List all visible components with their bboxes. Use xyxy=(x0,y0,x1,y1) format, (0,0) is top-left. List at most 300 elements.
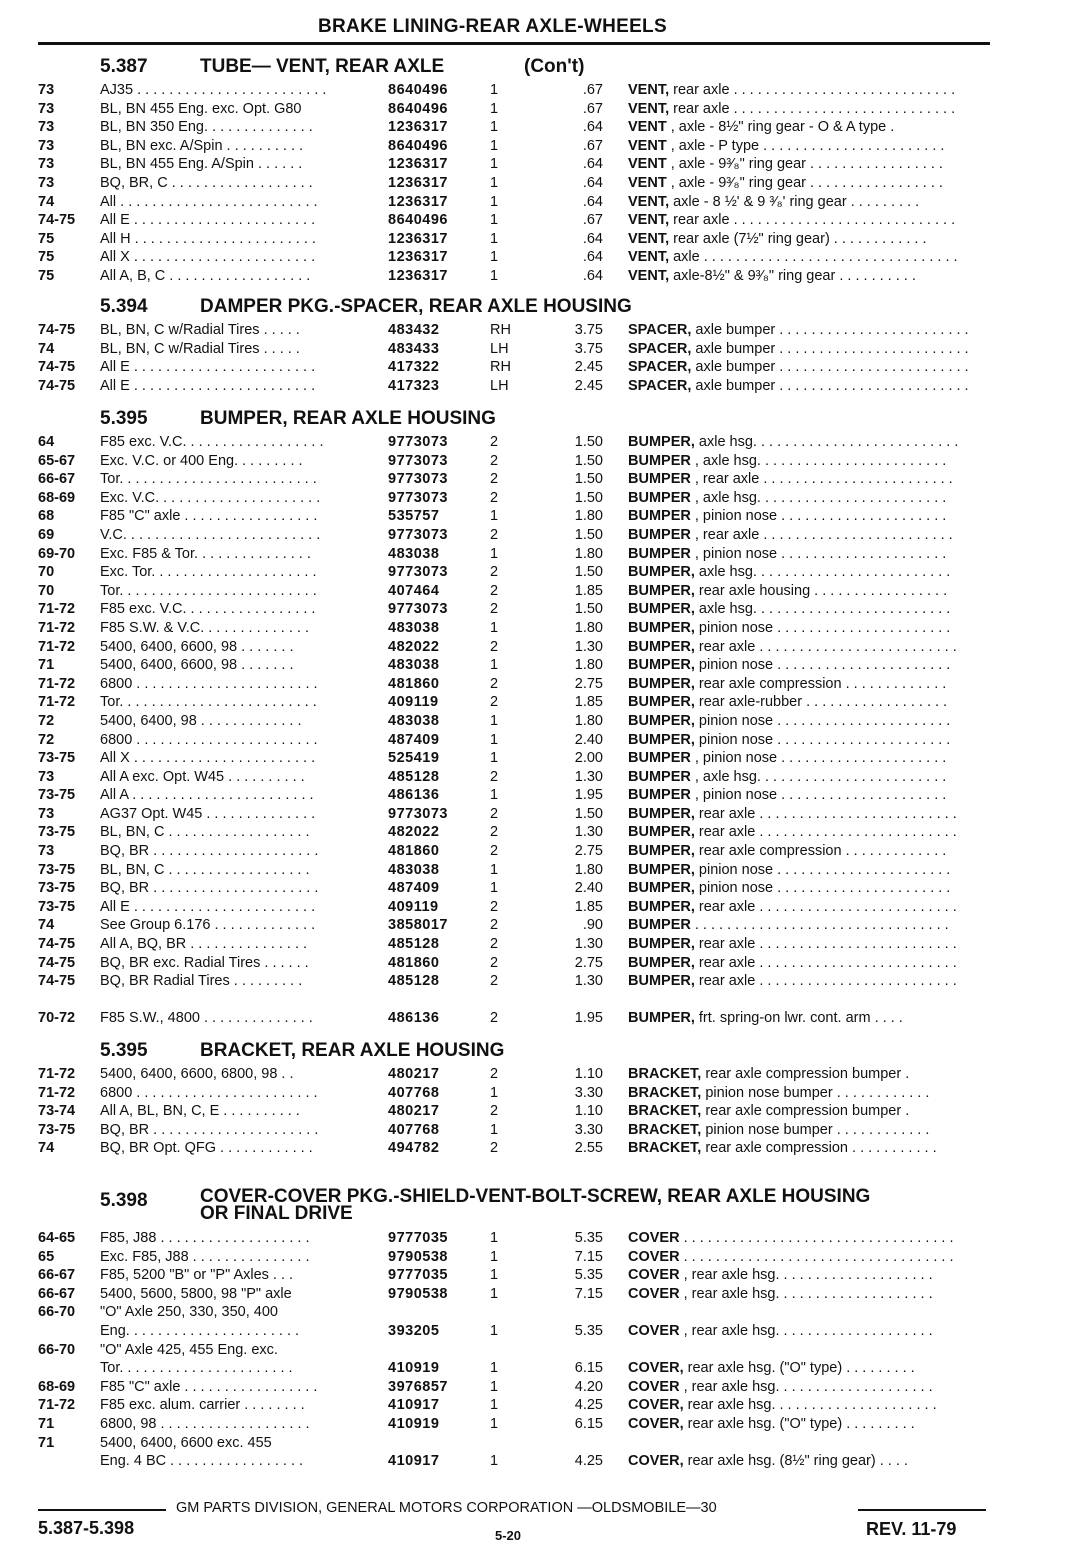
application: Tor. . . . . . . . . . . . . . . . . . . . . . xyxy=(100,1360,293,1377)
description-noun: COVER, xyxy=(628,1415,684,1432)
price: .67 xyxy=(582,212,603,229)
description xyxy=(628,322,990,338)
part-number: 525419 xyxy=(388,750,440,767)
description-noun: BUMPER, xyxy=(628,582,695,599)
description-detail: rear axle . . . . . . . . . . . . . . . . . . . . . . . . . . . . xyxy=(669,100,956,117)
table-row xyxy=(0,824,1090,843)
price: 1.50 xyxy=(574,564,603,581)
description xyxy=(628,1267,990,1283)
description-noun: COVER xyxy=(628,1378,680,1395)
part-number: 410917 xyxy=(388,1453,440,1470)
price: 2.75 xyxy=(574,954,603,971)
description-noun: VENT, xyxy=(628,267,670,284)
application: All A, BL, BN, C, E . . . . . . . . . . xyxy=(100,1103,300,1120)
part-number: 480217 xyxy=(388,1066,440,1082)
description xyxy=(628,713,990,729)
description xyxy=(628,82,990,98)
description xyxy=(628,1066,990,1082)
model-years: 65 xyxy=(38,1248,55,1265)
price: 1.50 xyxy=(574,601,603,618)
table-row xyxy=(0,732,1090,751)
section-number: 5.395 xyxy=(100,1040,148,1061)
description xyxy=(628,194,990,210)
quantity: 1 xyxy=(490,731,499,748)
description-detail: . . . . . . . . . . . . . . . . . . . . . . . . . . . . . . . . . . xyxy=(679,1230,954,1246)
description-detail: , pinion nose . . . . . . . . . . . . . . . . . . . . . xyxy=(690,787,947,804)
description-detail: rear axle-rubber . . . . . . . . . . . . . . . . . . xyxy=(694,694,948,711)
price: 3.30 xyxy=(574,1084,603,1101)
part-number: 485128 xyxy=(388,768,440,785)
model-years: 71-72 xyxy=(38,601,76,618)
application: BQ, BR exc. Radial Tires . . . . . . xyxy=(100,954,309,971)
part-number: 487409 xyxy=(388,731,440,748)
model-years: 74-75 xyxy=(38,322,76,338)
price: 1.85 xyxy=(574,694,603,711)
description-detail: rear axle . . . . . . . . . . . . . . . . . . . . . . . . . . . . xyxy=(669,82,956,98)
part-number: 486136 xyxy=(388,787,440,804)
description xyxy=(628,434,990,450)
quantity: 2 xyxy=(490,1010,499,1027)
header-rule xyxy=(38,42,990,45)
description xyxy=(628,750,990,766)
description xyxy=(628,1140,990,1156)
description-noun: BRACKET, xyxy=(628,1121,702,1138)
application: All A, B, C . . . . . . . . . . . . . . . . . . xyxy=(100,267,311,284)
table-row xyxy=(0,101,1090,120)
application: F85 S.W., 4800 . . . . . . . . . . . . . . xyxy=(100,1010,313,1027)
table-row xyxy=(0,1342,1090,1361)
description xyxy=(628,732,990,748)
table-row xyxy=(0,1140,1090,1159)
model-years: 68-69 xyxy=(38,1378,76,1395)
description-noun: VENT, xyxy=(628,100,670,117)
part-number: 483038 xyxy=(388,861,440,878)
description xyxy=(628,899,990,915)
model-years: 73-75 xyxy=(38,824,76,841)
description-noun: BUMPER, xyxy=(628,564,695,581)
model-years: 75 xyxy=(38,267,55,284)
part-number: 409119 xyxy=(388,694,439,711)
description-noun: BUMPER, xyxy=(628,712,695,729)
price: 6.15 xyxy=(574,1360,603,1377)
model-years: 71 xyxy=(38,657,55,674)
application: BL, BN 455 Eng. A/Spin . . . . . . xyxy=(100,156,303,173)
description-detail: rear axle hsg. (8½" ring gear) . . . . xyxy=(683,1453,908,1470)
application: BQ, BR . . . . . . . . . . . . . . . . . . . . . xyxy=(100,1121,319,1138)
description-detail: rear axle . . . . . . . . . . . . . . . . . . . . . . . . . xyxy=(694,638,957,655)
description-detail: rear axle . . . . . . . . . . . . . . . . . . . . . . . . . xyxy=(694,936,957,953)
description-noun: BUMPER, xyxy=(628,601,695,618)
section-number: 5.387 xyxy=(100,56,148,77)
application: F85 "C" axle . . . . . . . . . . . . . . . . . xyxy=(100,1378,318,1395)
price: .64 xyxy=(582,156,603,173)
description-noun: BUMPER, xyxy=(628,973,695,990)
description-detail: rear axle compression . . . . . . . . . . . . . xyxy=(694,675,947,692)
price: 5.35 xyxy=(574,1267,603,1284)
description-detail: pinion nose bumper . . . . . . . . . . . . xyxy=(701,1084,930,1101)
description-detail: rear axle . . . . . . . . . . . . . . . . . . . . . . . . . xyxy=(694,805,957,822)
part-number: 9773073 xyxy=(388,526,448,543)
part-number: 480217 xyxy=(388,1103,440,1120)
table-row xyxy=(0,1267,1090,1286)
description-detail: , axle - 8½" ring gear - O & A type . xyxy=(666,119,895,136)
quantity: 2 xyxy=(490,564,499,581)
model-years: 71 xyxy=(38,1415,55,1432)
description-detail: rear axle compression . . . . . . . . . . . . . xyxy=(694,843,947,860)
price: 3.75 xyxy=(574,322,603,338)
table-row xyxy=(0,1066,1090,1085)
application: Eng. 4 BC . . . . . . . . . . . . . . . . . xyxy=(100,1453,304,1470)
description xyxy=(628,1379,990,1395)
part-number: 3976857 xyxy=(388,1378,448,1395)
application: Exc. V.C. or 400 Eng. . . . . . . . . xyxy=(100,452,303,469)
description-detail: , axle hsg. . . . . . . . . . . . . . . . . . . . . . . . xyxy=(690,489,947,506)
application: 5400, 6400, 6600, 98 . . . . . . . xyxy=(100,638,294,655)
part-number: 481860 xyxy=(388,675,440,692)
quantity: 1 xyxy=(490,1121,499,1138)
price: 1.50 xyxy=(574,452,603,469)
price: 4.20 xyxy=(574,1378,603,1395)
section-heading xyxy=(0,1040,1090,1066)
price: .67 xyxy=(582,82,603,98)
model-years: 74-75 xyxy=(38,212,76,229)
description-detail: , rear axle hsg. . . . . . . . . . . . . . . . . . . . xyxy=(679,1322,933,1339)
part-number: 483432 xyxy=(388,322,440,338)
price: 2.75 xyxy=(574,675,603,692)
application: Tor. . . . . . . . . . . . . . . . . . . . . . . . . xyxy=(100,471,317,488)
application: BQ, BR . . . . . . . . . . . . . . . . . . . . . xyxy=(100,880,319,897)
footer-corporation: GM PARTS DIVISION, GENERAL MOTORS CORPORATION —OLDSMOBILE—30 xyxy=(176,1500,717,1516)
table-row xyxy=(0,806,1090,825)
description-noun: COVER xyxy=(628,1285,680,1302)
model-years: 73 xyxy=(38,119,55,136)
quantity: 1 xyxy=(490,750,499,767)
table-row xyxy=(0,583,1090,602)
part-number: 407464 xyxy=(388,582,440,599)
price: 3.30 xyxy=(574,1121,603,1138)
section-heading xyxy=(0,1186,1090,1230)
price: 1.10 xyxy=(574,1103,603,1120)
description xyxy=(628,824,990,840)
application: Exc. V.C. . . . . . . . . . . . . . . . . . . . . xyxy=(100,489,321,506)
application: 6800 . . . . . . . . . . . . . . . . . . . . . . . xyxy=(100,1084,318,1101)
description-noun: BUMPER, xyxy=(628,731,695,748)
description xyxy=(628,1103,990,1119)
quantity: LH xyxy=(490,340,509,357)
price: 1.10 xyxy=(574,1066,603,1082)
model-years: 73-75 xyxy=(38,1121,76,1138)
description-detail: rear axle compression bumper . xyxy=(701,1066,910,1082)
description-noun: BUMPER xyxy=(628,489,691,506)
section-title: DAMPER PKG.-SPACER, REAR AXLE HOUSING xyxy=(200,296,632,317)
description-detail: frt. spring-on lwr. cont. arm . . . . xyxy=(694,1010,903,1027)
part-number: 481860 xyxy=(388,843,440,860)
model-years: 73 xyxy=(38,768,55,785)
description xyxy=(628,787,990,803)
description xyxy=(628,156,990,172)
quantity: 2 xyxy=(490,582,499,599)
model-years: 73-75 xyxy=(38,861,76,878)
description xyxy=(628,508,990,524)
model-years: 66-67 xyxy=(38,1285,76,1302)
application: 5400, 6400, 98 . . . . . . . . . . . . . xyxy=(100,712,302,729)
model-years: 71-72 xyxy=(38,619,76,636)
description xyxy=(628,453,990,469)
description-noun: BUMPER xyxy=(628,750,691,767)
description xyxy=(628,601,990,617)
description xyxy=(628,378,990,394)
description-noun: VENT, xyxy=(628,230,670,247)
quantity: 1 xyxy=(490,787,499,804)
table-row xyxy=(0,194,1090,213)
quantity: RH xyxy=(490,322,511,338)
description-noun: COVER xyxy=(628,1267,680,1284)
application: F85, J88 . . . . . . . . . . . . . . . . . . . xyxy=(100,1230,310,1246)
section-heading xyxy=(0,408,1090,434)
description xyxy=(628,936,990,952)
application: F85 exc. V.C. . . . . . . . . . . . . . . . . xyxy=(100,601,316,618)
quantity: 1 xyxy=(490,193,499,210)
part-number: 407768 xyxy=(388,1084,440,1101)
description xyxy=(628,119,990,135)
part-number: 485128 xyxy=(388,973,440,990)
price: 1.50 xyxy=(574,805,603,822)
table-row xyxy=(0,936,1090,955)
description-noun: COVER xyxy=(628,1248,680,1265)
description-noun: VENT xyxy=(628,156,667,173)
quantity: 2 xyxy=(490,694,499,711)
price: 4.25 xyxy=(574,1397,603,1414)
description-noun: COVER xyxy=(628,1230,680,1246)
price: 1.50 xyxy=(574,526,603,543)
description-noun: BRACKET, xyxy=(628,1103,702,1120)
description xyxy=(628,101,990,117)
price: .64 xyxy=(582,119,603,136)
description xyxy=(628,862,990,878)
price: 3.75 xyxy=(574,340,603,357)
model-years: 73-75 xyxy=(38,750,76,767)
description xyxy=(628,1010,990,1026)
quantity: 2 xyxy=(490,452,499,469)
part-number: 1236317 xyxy=(388,174,448,191)
description-noun: BUMPER, xyxy=(628,936,695,953)
application: All A exc. Opt. W45 . . . . . . . . . . xyxy=(100,768,305,785)
quantity: 1 xyxy=(490,861,499,878)
section-title: BRACKET, REAR AXLE HOUSING xyxy=(200,1040,505,1061)
description-noun: VENT xyxy=(628,137,667,154)
price: 1.80 xyxy=(574,619,603,636)
section-continued: (Con't) xyxy=(524,56,585,77)
table-row xyxy=(0,973,1090,992)
quantity: 1 xyxy=(490,1230,499,1246)
section-5-398 xyxy=(0,1186,1090,1472)
model-years: 74-75 xyxy=(38,936,76,953)
part-number: 1236317 xyxy=(388,267,448,284)
quantity: 2 xyxy=(490,434,499,450)
price: 5.35 xyxy=(574,1230,603,1246)
price: 4.25 xyxy=(574,1453,603,1470)
table-row xyxy=(0,341,1090,360)
description xyxy=(628,490,990,506)
quantity: 1 xyxy=(490,657,499,674)
description-detail: , pinion nose . . . . . . . . . . . . . . . . . . . . . xyxy=(690,750,947,767)
model-years: 71-72 xyxy=(38,1397,76,1414)
price: 2.55 xyxy=(574,1140,603,1157)
table-row xyxy=(0,601,1090,620)
description xyxy=(628,1249,990,1265)
quantity: LH xyxy=(490,377,509,394)
application: All E . . . . . . . . . . . . . . . . . . . . . . . xyxy=(100,898,316,915)
part-number: 9790538 xyxy=(388,1248,448,1265)
description-detail: rear axle (7½" ring gear) . . . . . . . . . . . . xyxy=(669,230,927,247)
description xyxy=(628,231,990,247)
description-detail: axle bumper . . . . . . . . . . . . . . . . . . . . . . . . xyxy=(691,359,969,376)
description-noun: SPACER, xyxy=(628,340,692,357)
application: 5400, 6400, 6600, 6800, 98 . . xyxy=(100,1066,294,1082)
part-number: 485128 xyxy=(388,936,440,953)
application: 6800 . . . . . . . . . . . . . . . . . . . . . . . xyxy=(100,731,318,748)
application: All X . . . . . . . . . . . . . . . . . . . . . . . xyxy=(100,750,316,767)
section-heading xyxy=(0,296,1090,322)
application: V.C. . . . . . . . . . . . . . . . . . . . . . . . . xyxy=(100,526,321,543)
price: 1.80 xyxy=(574,861,603,878)
section-heading xyxy=(0,56,1090,82)
part-number: 9777035 xyxy=(388,1230,448,1246)
description-noun: COVER, xyxy=(628,1360,684,1377)
application: BQ, BR . . . . . . . . . . . . . . . . . . . . . xyxy=(100,843,319,860)
part-number: 8640496 xyxy=(388,82,448,98)
model-years: 73 xyxy=(38,805,55,822)
application: All H . . . . . . . . . . . . . . . . . . . . . . . xyxy=(100,230,316,247)
description xyxy=(628,268,990,284)
description-detail: , pinion nose . . . . . . . . . . . . . . . . . . . . . xyxy=(690,545,947,562)
model-years: 73 xyxy=(38,174,55,191)
quantity: 1 xyxy=(490,230,499,247)
part-number: 483038 xyxy=(388,712,440,729)
application: "O" Axle 425, 455 Eng. exc. xyxy=(100,1341,278,1358)
part-number: 9773073 xyxy=(388,471,448,488)
price: 6.15 xyxy=(574,1415,603,1432)
application: All X . . . . . . . . . . . . . . . . . . . . . . . xyxy=(100,249,316,266)
table-row xyxy=(0,1397,1090,1416)
part-number: 1236317 xyxy=(388,119,448,136)
application: BL, BN 350 Eng. . . . . . . . . . . . . . xyxy=(100,119,313,136)
table-row xyxy=(0,490,1090,509)
part-number: 1236317 xyxy=(388,249,448,266)
description xyxy=(628,769,990,785)
table-row xyxy=(0,1453,1090,1472)
model-years: 66-67 xyxy=(38,471,76,488)
table-row xyxy=(0,1249,1090,1268)
table-row xyxy=(0,862,1090,881)
description-noun: COVER, xyxy=(628,1453,684,1470)
section-number: 5.395 xyxy=(100,408,148,429)
part-number: 482022 xyxy=(388,824,440,841)
quantity: 2 xyxy=(490,973,499,990)
description xyxy=(628,657,990,673)
description-noun: BRACKET, xyxy=(628,1140,702,1157)
price: .67 xyxy=(582,100,603,117)
application: 5400, 6400, 6600 exc. 455 xyxy=(100,1434,272,1451)
model-years: 73-74 xyxy=(38,1103,76,1120)
description-noun: BUMPER, xyxy=(628,954,695,971)
description xyxy=(628,639,990,655)
description-detail: axle hsg. . . . . . . . . . . . . . . . . . . . . . . . . xyxy=(694,564,951,581)
application: BL, BN, C w/Radial Tires . . . . . xyxy=(100,340,300,357)
description xyxy=(628,527,990,543)
description-noun: BRACKET, xyxy=(628,1084,702,1101)
part-number: 9790538 xyxy=(388,1285,448,1302)
table-row xyxy=(0,899,1090,918)
description-detail: rear axle hsg. . . . . . . . . . . . . . . . . . . . . xyxy=(683,1397,937,1414)
quantity: 2 xyxy=(490,936,499,953)
description xyxy=(628,341,990,357)
description-noun: BUMPER xyxy=(628,768,691,785)
table-row xyxy=(0,843,1090,862)
price: 7.15 xyxy=(574,1248,603,1265)
description-noun: VENT, xyxy=(628,212,670,229)
description xyxy=(628,917,990,933)
description-detail: , rear axle hsg. . . . . . . . . . . . . . . . . . . . xyxy=(679,1378,933,1395)
model-years: 72 xyxy=(38,712,55,729)
description-noun: SPACER, xyxy=(628,359,692,376)
table-row xyxy=(0,453,1090,472)
application: BL, BN, C . . . . . . . . . . . . . . . . . . xyxy=(100,824,310,841)
table-row xyxy=(0,787,1090,806)
quantity: 2 xyxy=(490,601,499,618)
part-number: 410917 xyxy=(388,1397,440,1414)
quantity: 1 xyxy=(490,1360,499,1377)
description-noun: VENT, xyxy=(628,193,670,210)
quantity: 2 xyxy=(490,638,499,655)
part-number: 8640496 xyxy=(388,100,448,117)
price: 1.30 xyxy=(574,638,603,655)
description-detail: pinion nose bumper . . . . . . . . . . . . xyxy=(701,1121,930,1138)
description xyxy=(628,880,990,896)
model-years: 74-75 xyxy=(38,954,76,971)
part-number: 483038 xyxy=(388,545,440,562)
model-years: 74 xyxy=(38,1140,55,1157)
description-noun: BUMPER, xyxy=(628,898,695,915)
description-noun: BUMPER, xyxy=(628,434,695,450)
quantity: RH xyxy=(490,359,511,376)
description xyxy=(628,1323,990,1339)
description-noun: BUMPER, xyxy=(628,880,695,897)
part-number: 481860 xyxy=(388,954,440,971)
quantity: 1 xyxy=(490,712,499,729)
table-row xyxy=(0,1122,1090,1141)
price: 1.85 xyxy=(574,582,603,599)
description-noun: VENT xyxy=(628,119,667,136)
description-noun: BUMPER, xyxy=(628,675,695,692)
quantity: 2 xyxy=(490,1103,499,1120)
section-number: 5.394 xyxy=(100,296,148,317)
price: 1.30 xyxy=(574,768,603,785)
table-row xyxy=(0,1304,1090,1323)
description-noun: BUMPER, xyxy=(628,843,695,860)
quantity: 1 xyxy=(490,249,499,266)
description xyxy=(628,471,990,487)
quantity: 1 xyxy=(490,1415,499,1432)
model-years: 74-75 xyxy=(38,377,76,394)
table-row xyxy=(0,1286,1090,1305)
table-row xyxy=(0,1230,1090,1249)
quantity: 1 xyxy=(490,1285,499,1302)
application: All A, BQ, BR . . . . . . . . . . . . . . . xyxy=(100,936,308,953)
table-row xyxy=(0,1085,1090,1104)
table-row xyxy=(0,955,1090,974)
application: F85, 5200 "B" or "P" Axles . . . xyxy=(100,1267,294,1284)
